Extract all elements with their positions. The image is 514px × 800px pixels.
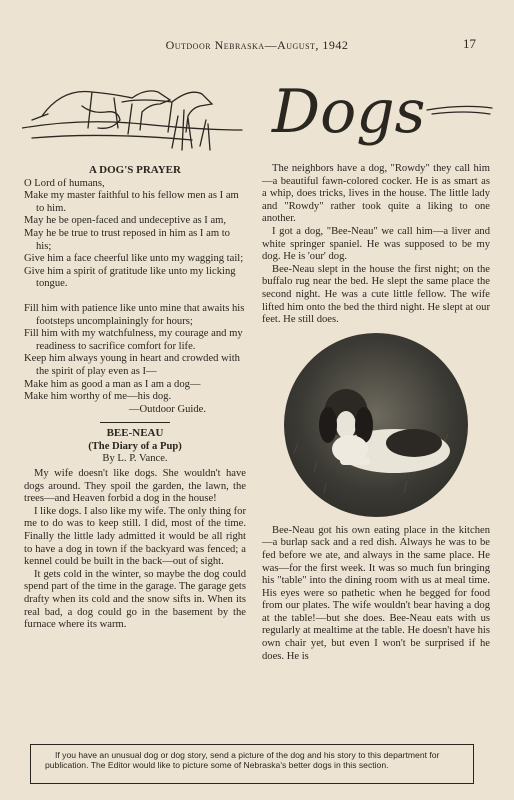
prayer-line: Fill him with patience like unto mine that awaits his footsteps uncomplainingly for hours; — [24, 302, 245, 327]
story-paragraph: I like dogs. I also like my wife. The only thing for me to do was to keep still. I did, most of the time. Finally the little lady admitted it would be all right to have a dog in town if the backyard was fenced; a kennel could be built in the back—out of sight. — [24, 505, 246, 568]
submission-note: If you have an unusual dog or dog story, send a picture of the dog and his story to this department for publication. The Editor would like to picture some of Nebraska's better dogs in this section. — [30, 744, 474, 784]
story-paragraph: I got a dog, "Bee-Neau" we call him—a liver and white springer spaniel. He was supposed to be my dog. He is 'our' dog. — [262, 225, 490, 263]
prayer-line: May he be true to trust reposed in him as I am to his; — [24, 227, 230, 252]
divider — [100, 422, 170, 423]
spaniel-figure — [284, 333, 468, 517]
prayer-line: O Lord of humans, — [24, 177, 105, 189]
running-head: Outdoor Nebraska—August, 1942 — [165, 38, 349, 52]
story-subtitle: (The Diary of a Pup) — [88, 440, 182, 452]
story-paragraph: It gets cold in the winter, so maybe the dog could spend part of the time in the garage. The garage gets drafty when its cold and the snow sifts in. When its real bad, a dog could go in the basement by the furnace where its warm. — [24, 568, 246, 631]
story-paragraph: Bee-Neau got his own eating place in the kitchen—a burlap sack and a red dish. Always he was to be fed before we ate, and always in the same place. He was—for the first week. It was so much fun bringing his "table" into the dining room with us at meal time. His eyes were so pathetic when he begged for food from our plates. The wife wouldn't bear having a dog at the table!—but she does. Bee-Neau eats with us regularly at mealtime at the table. He doesn't have his own chair yet, but even I won't be surprised if he does. He is — [262, 524, 490, 662]
story-paragraph: My wife doesn't like dogs. She wouldn't have dogs around. They spoil the garden, the lawn, the trees—and Heaven forbid a dog in the house! — [24, 468, 246, 505]
prayer-line: Keep him always young in heart and crowded with the spirit of play even as I— — [24, 353, 240, 377]
prayer-line: Make him worthy of me—his dog. — [24, 391, 172, 403]
prayer-line: Fill him with my watchfulness, my courage and my readiness to sacrifice comfort for life. — [24, 328, 243, 352]
prayer-line: Give him a spirit of gratitude like unto my licking tongue. — [24, 265, 236, 290]
prayer-line: Make him as good a man as I am a dog— — [24, 378, 201, 390]
dogs-header-illustration — [22, 58, 500, 158]
left-column — [24, 160, 246, 632]
prayer-line: May he be open-faced and undeceptive as I am, — [24, 215, 227, 227]
prayer-line: Make my master faithful to his fellow men as I am to him. — [24, 190, 239, 214]
prayer-line: Give him a face cheerful like unto my wagging tail; — [24, 253, 244, 265]
story-paragraph: The neighbors have a dog, "Rowdy" they call him—a beautiful fawn-colored cocker. He is as smart as a whip, does tricks, lives in the house. The little lady and "Rowdy" rather took quite a liking to one another. — [262, 163, 490, 225]
photo-container — [262, 333, 490, 517]
spaniel-photo — [284, 333, 468, 517]
page-number: 17 — [463, 36, 476, 51]
prayer-source: —Outdoor Guide. — [128, 403, 206, 415]
story-byline: By L. P. Vance. — [102, 453, 168, 465]
stanza-break — [24, 291, 246, 303]
prayer-title: A DOG'S PRAYER — [89, 164, 181, 176]
right-column — [262, 163, 490, 663]
section-title: Dogs — [272, 77, 426, 147]
story-title: BEE-NEAU — [106, 427, 164, 440]
story-paragraph: Bee-Neau slept in the house the first night; on the buffalo rug near the bed. He slept the same place the second night. He was a cute little fellow. The wife lifted him onto the bed the third night. He slept at our feet. He still does. — [262, 263, 490, 326]
